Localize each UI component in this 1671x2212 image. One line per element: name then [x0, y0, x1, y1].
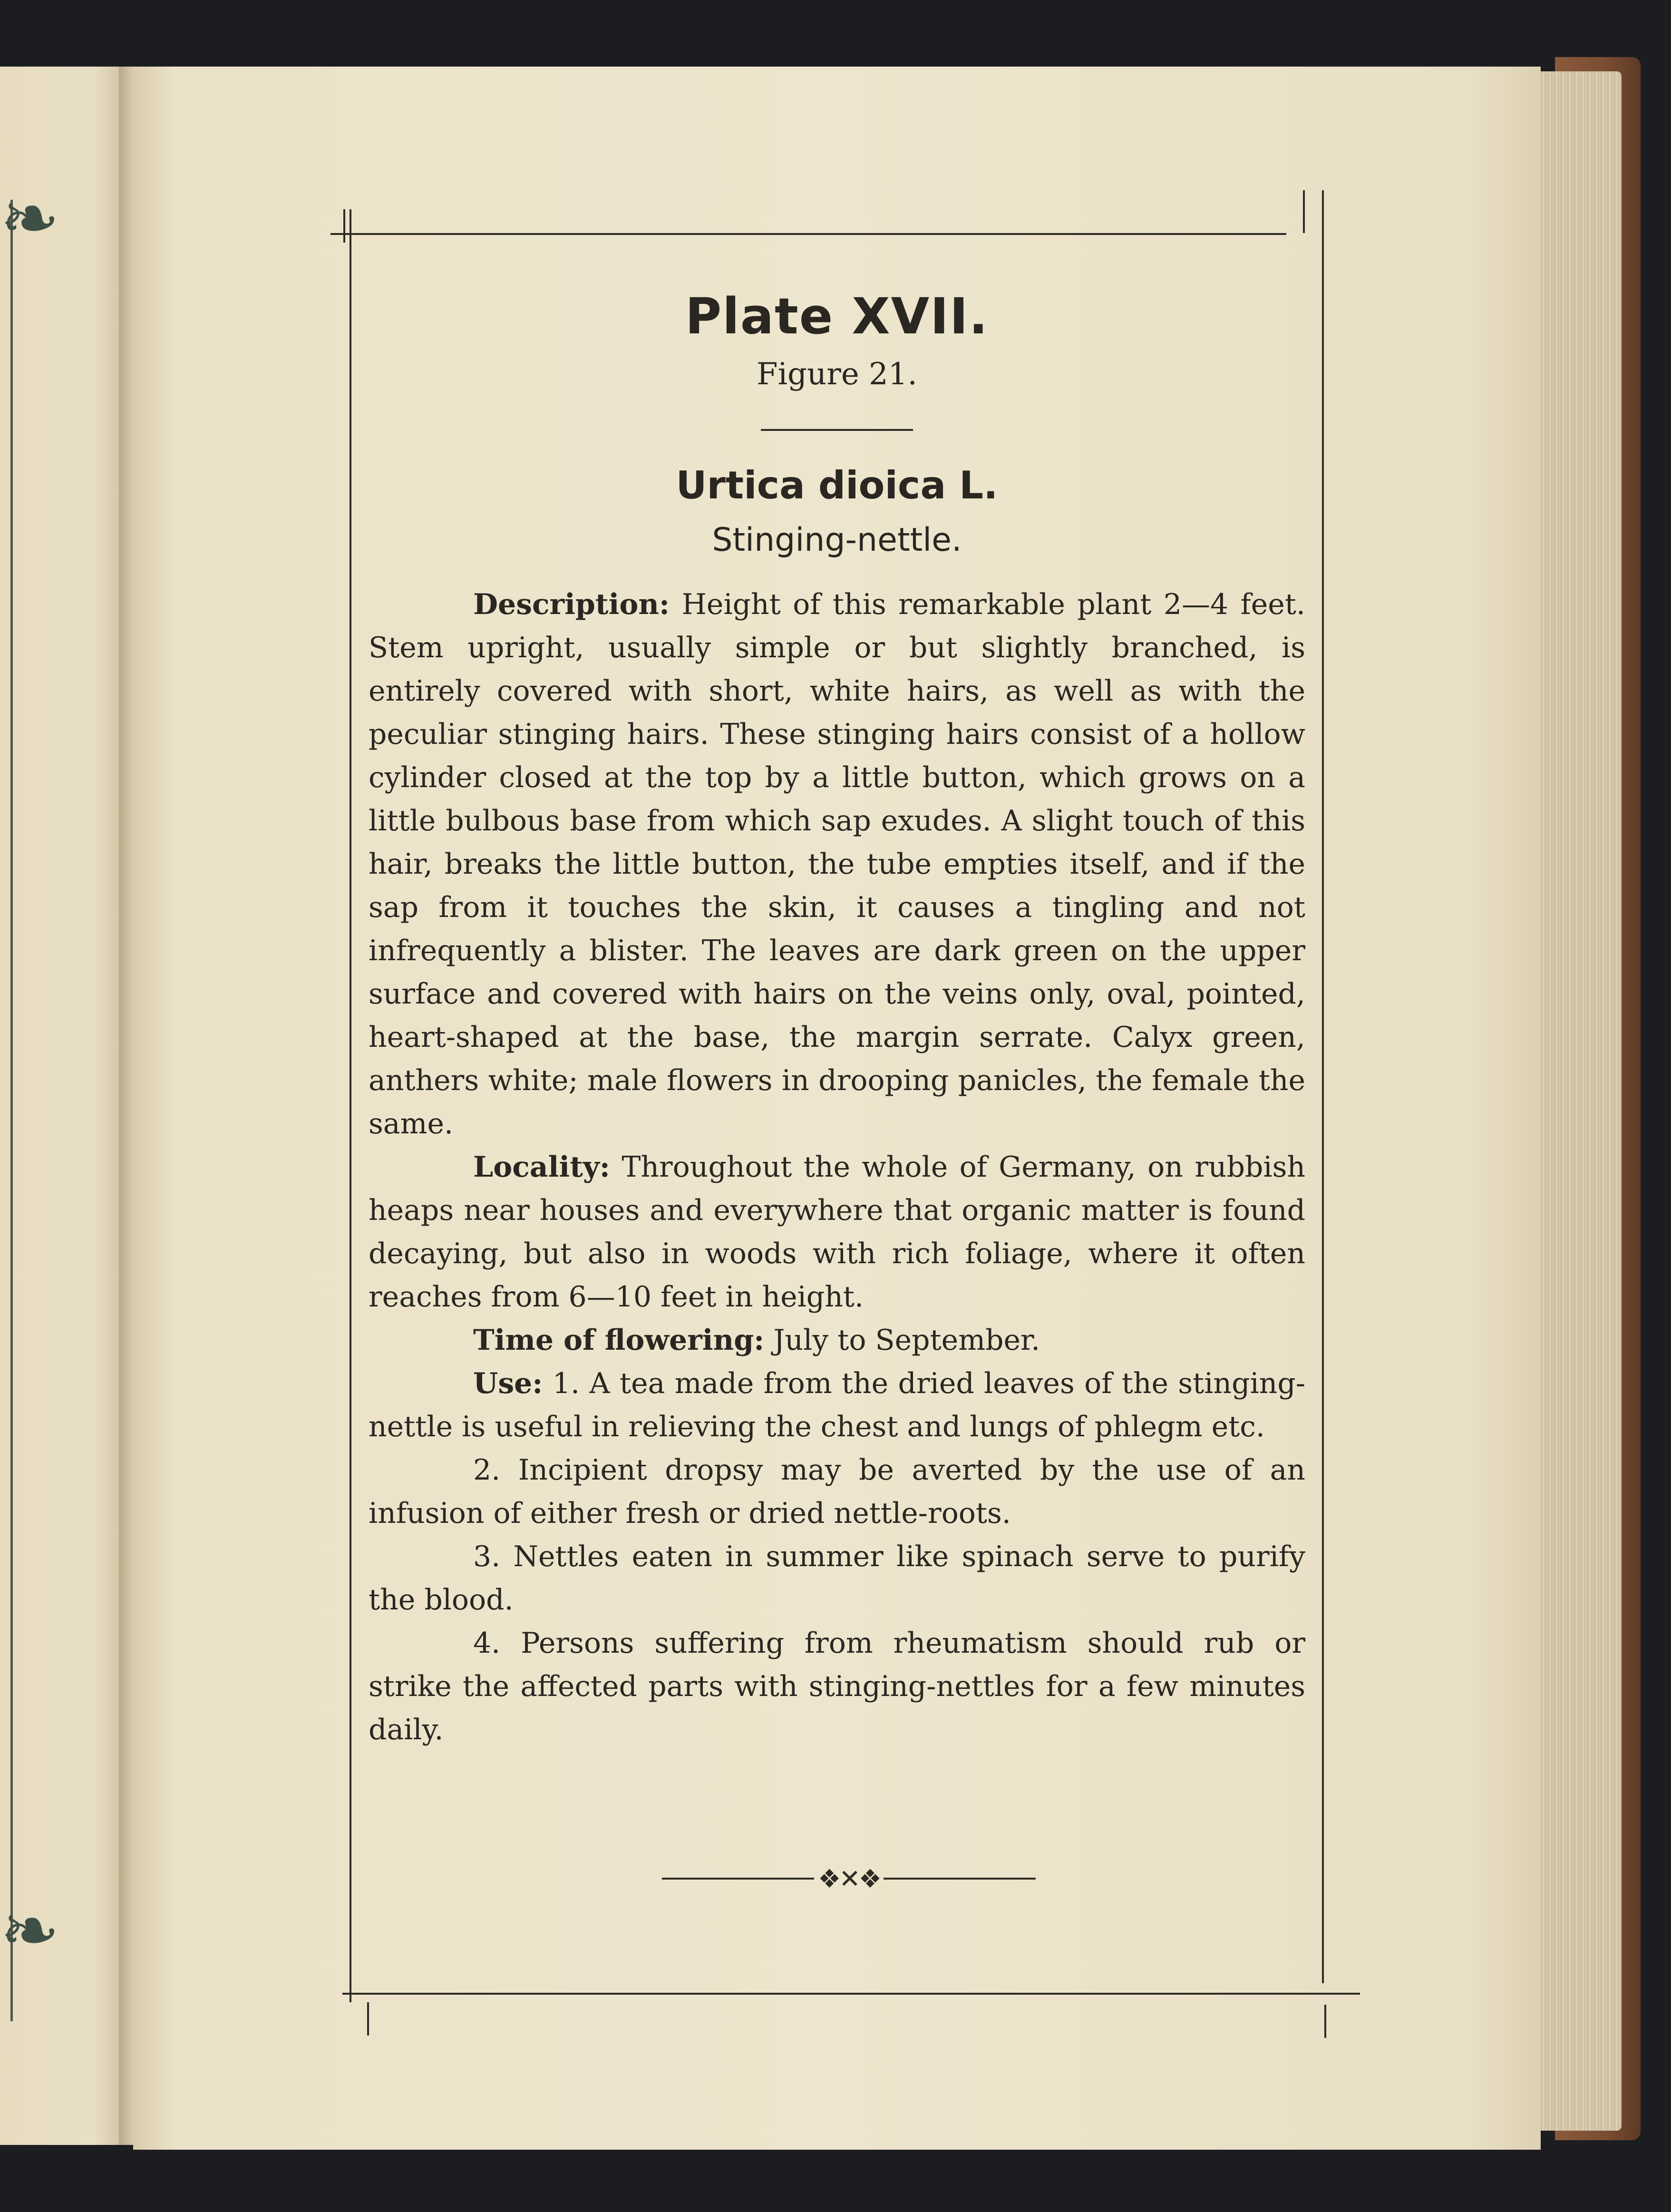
title-divider — [761, 429, 913, 431]
frame-corner-mark — [1303, 190, 1305, 233]
frame-top-rule — [330, 233, 1286, 235]
ornament-line-left — [662, 1878, 814, 1880]
description-text: Height of this remarkable plant 2—4 feet. Stem upright, usually simple or but slightly branched, is entirely covered with short, white hairs, as well as with the peculiar stinging hairs. These stinging hairs consist of a hollow cylinder closed at the top by a little button, which grows on a little bulbous base from which sap exudes. A slight touch of this hair, breaks the little button, the tube empties itself, and if the sap from it touches the skin, it causes a tingling and not infrequently a blister. The leaves are dark green on the upper surface and covered with hairs on the veins only, oval, pointed, heart-shaped at the base, the margin serrate. Calyx green, anthers white; male flowers in drooping panicles, the female the same. — [369, 588, 1305, 1140]
frame-right-rule — [1322, 190, 1324, 1983]
end-ornament — [651, 1860, 1046, 1898]
left-page-border-line — [0, 200, 13, 2021]
flowering-label: Time of flowering: — [473, 1324, 765, 1357]
frame-corner-mark — [1324, 2005, 1326, 2038]
frame-bottom-rule — [342, 1993, 1360, 1995]
species-name: Urtica dioica L. — [676, 463, 998, 507]
frame-left-rule — [350, 209, 351, 2002]
floral-ornament-icon: ❧ — [0, 1890, 60, 1972]
floral-ornament-icon: ❧ — [0, 177, 60, 260]
locality-paragraph — [369, 1146, 1305, 1319]
ornament-line-right — [884, 1878, 1036, 1880]
figure-number: Figure 21. — [757, 357, 917, 392]
use-item-4: 4. Persons suffering from rheumatism should rub or strike the affected parts with stinging-nettles for a few minutes daily. — [369, 1627, 1305, 1746]
flowering-paragraph — [369, 1319, 1305, 1362]
description-label: Description: — [473, 588, 670, 621]
ornament-flourish-icon: ❖✕❖ — [817, 1863, 880, 1894]
use-item-1: 1. A tea made from the dried leaves of the stinging-nettle is useful in relieving the chest and lungs of phlegm etc. — [369, 1367, 1305, 1443]
flowering-text: July to September. — [773, 1324, 1040, 1357]
left-page — [0, 67, 133, 2145]
description-paragraph — [369, 583, 1305, 1146]
use-label: Use: — [473, 1367, 543, 1400]
page-content — [369, 285, 1305, 1752]
common-name: Stinging-nettle. — [712, 521, 962, 559]
locality-text: Throughout the whole of Germany, on rubbish heaps near houses and everywhere that organic matter is found decaying, but also in woods with rich foliage, where it often reaches from 6—10 feet in height. — [369, 1150, 1306, 1314]
plate-title: Plate XVII. — [685, 287, 989, 345]
locality-label: Locality: — [473, 1150, 610, 1184]
use-item-2: 2. Incipient dropsy may be averted by the use of an infusion of either fresh or dried nettle-roots. — [369, 1453, 1305, 1530]
use-item-3: 3. Nettles eaten in summer like spinach serve to purify the blood. — [369, 1540, 1305, 1617]
frame-corner-mark — [343, 209, 345, 243]
frame-corner-mark — [367, 2002, 369, 2036]
use-paragraph — [369, 1362, 1305, 1449]
